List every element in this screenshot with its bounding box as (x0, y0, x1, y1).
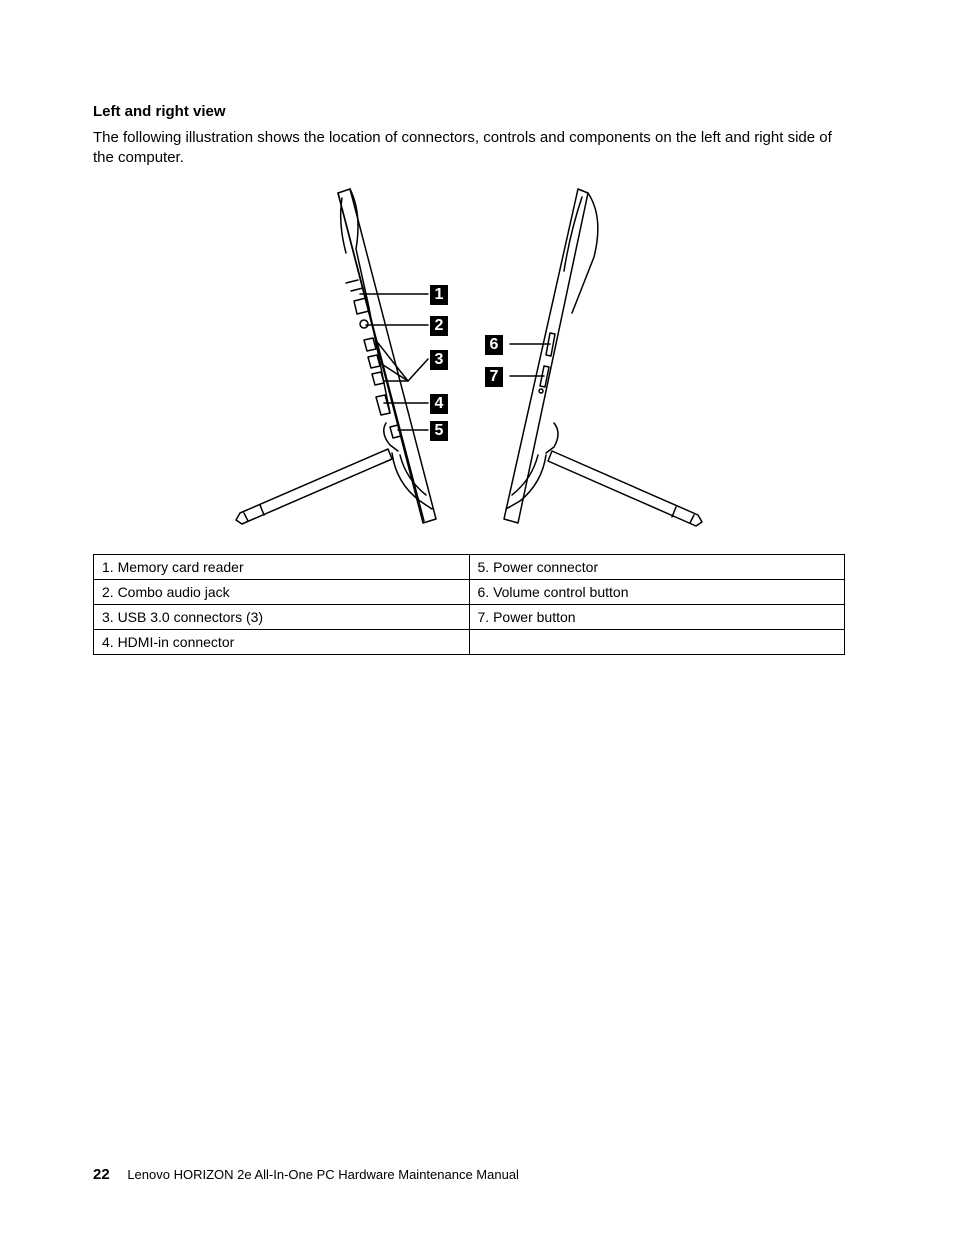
callout-1: 1 (430, 285, 448, 305)
callout-3: 3 (430, 350, 448, 370)
computer-side-views-drawing (220, 183, 720, 533)
callout-2: 2 (430, 316, 448, 336)
table-cell: 4. HDMI-in connector (94, 630, 470, 655)
callout-7: 7 (485, 367, 503, 387)
table-row (94, 605, 845, 630)
page-footer (93, 1166, 519, 1183)
page-number: 22 (93, 1166, 110, 1183)
intro-paragraph: The following illustration shows the location of connectors, controls and components on the left and right side of the computer. (93, 129, 832, 166)
callout-4: 4 (430, 394, 448, 414)
table-cell: 5. Power connector (469, 555, 845, 580)
table-row (94, 630, 845, 655)
manual-title: Lenovo HORIZON 2e All-In-One PC Hardware Maintenance Manual (127, 1167, 519, 1182)
table-row (94, 555, 845, 580)
table-row (94, 580, 845, 605)
left-right-view-illustration (220, 183, 720, 533)
table-cell: 6. Volume control button (469, 580, 845, 605)
table-cell: 2. Combo audio jack (94, 580, 470, 605)
table-cell: 3. USB 3.0 connectors (3) (94, 605, 470, 630)
section-heading: Left and right view (93, 103, 226, 120)
parts-legend-table (93, 554, 845, 655)
table-cell (469, 630, 845, 655)
callout-5: 5 (430, 421, 448, 441)
callout-6: 6 (485, 335, 503, 355)
table-cell: 7. Power button (469, 605, 845, 630)
table-cell: 1. Memory card reader (94, 555, 470, 580)
